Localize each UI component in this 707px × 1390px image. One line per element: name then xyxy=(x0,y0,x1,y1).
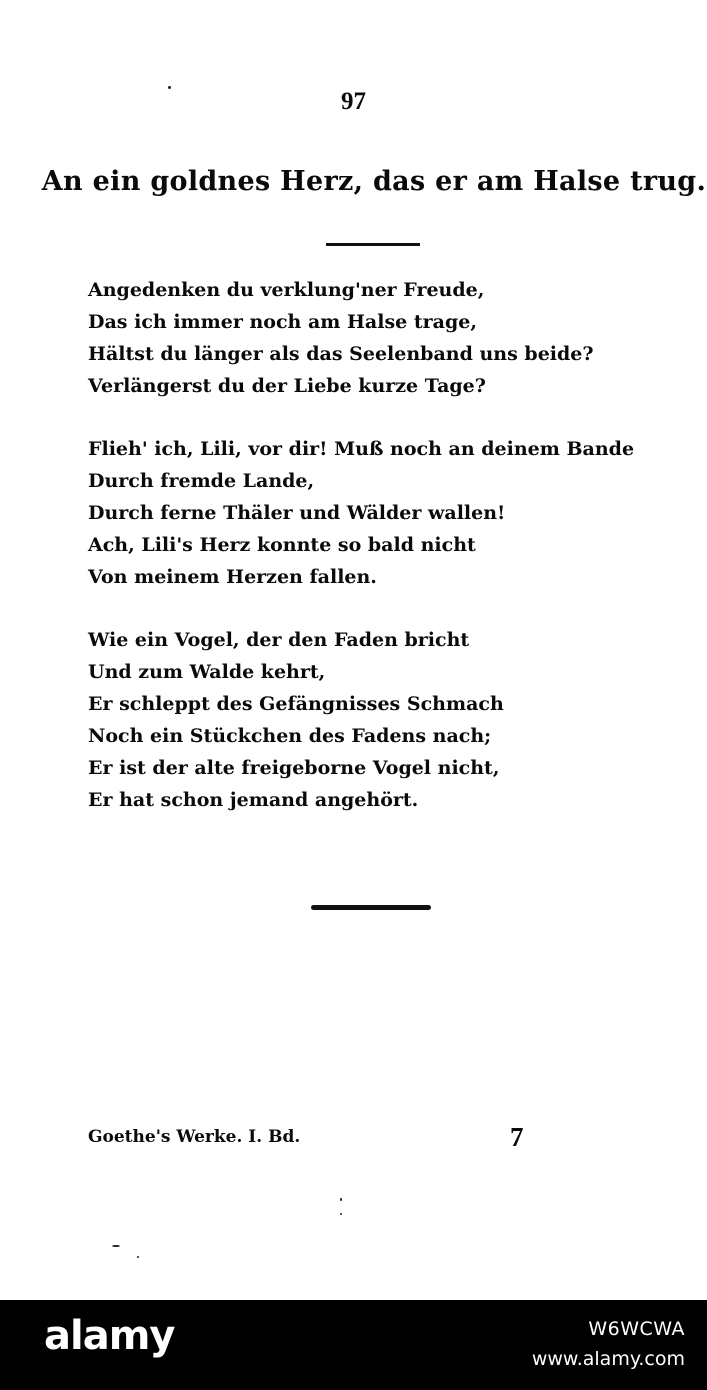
paper-speck xyxy=(340,1198,342,1201)
title-divider xyxy=(326,243,420,246)
paper-speck xyxy=(168,86,171,89)
poem-line: Das ich immer noch am Halse trage, xyxy=(88,311,477,333)
poem-line: Er ist der alte freigeborne Vogel nicht, xyxy=(88,757,500,779)
poem-line: Er schleppt des Gefängnisses Schmach xyxy=(88,693,504,715)
stanza-1 xyxy=(88,274,648,402)
poem-line: Flieh' ich, Lili, vor dir! Muß noch an deinem Bande xyxy=(88,438,635,460)
stanza-2 xyxy=(88,433,648,593)
watermark-image-id: W6WCWA xyxy=(588,1318,685,1340)
poem-line: Von meinem Herzen fallen. xyxy=(88,566,377,588)
poem-body xyxy=(88,274,648,847)
poem-line: Ach, Lili's Herz konnte so bald nicht xyxy=(88,534,476,556)
paper-speck xyxy=(340,1213,342,1215)
poem-line: Wie ein Vogel, der den Faden bricht xyxy=(88,629,470,651)
poem-line: Verlängerst du der Liebe kurze Tage? xyxy=(88,375,486,397)
end-divider xyxy=(311,905,431,910)
poem-line: Noch ein Stückchen des Fadens nach; xyxy=(88,725,492,747)
poem-line: Durch fremde Lande, xyxy=(88,470,315,492)
poem-line: Hältst du länger als das Seelenband uns beide? xyxy=(88,343,594,365)
poem-line: Durch ferne Thäler und Wälder wallen! xyxy=(88,502,506,524)
poem-title: An ein goldnes Herz, das er am Halse trug. xyxy=(41,166,707,197)
watermark-logo: alamy xyxy=(44,1313,175,1359)
poem-line: Er hat schon jemand angehört. xyxy=(88,789,419,811)
poem-line: Und zum Walde kehrt, xyxy=(88,661,326,683)
watermark-url: www.alamy.com xyxy=(531,1348,685,1370)
poem-line: Angedenken du verklung'ner Freude, xyxy=(88,279,485,301)
footer-signature: Goethe's Werke. I. Bd. xyxy=(88,1127,301,1147)
stanza-3 xyxy=(88,624,648,816)
paper-speck xyxy=(137,1256,139,1258)
sheet-number: 7 xyxy=(510,1122,524,1152)
paper-speck xyxy=(112,1245,120,1247)
page-number: 97 xyxy=(341,88,366,115)
